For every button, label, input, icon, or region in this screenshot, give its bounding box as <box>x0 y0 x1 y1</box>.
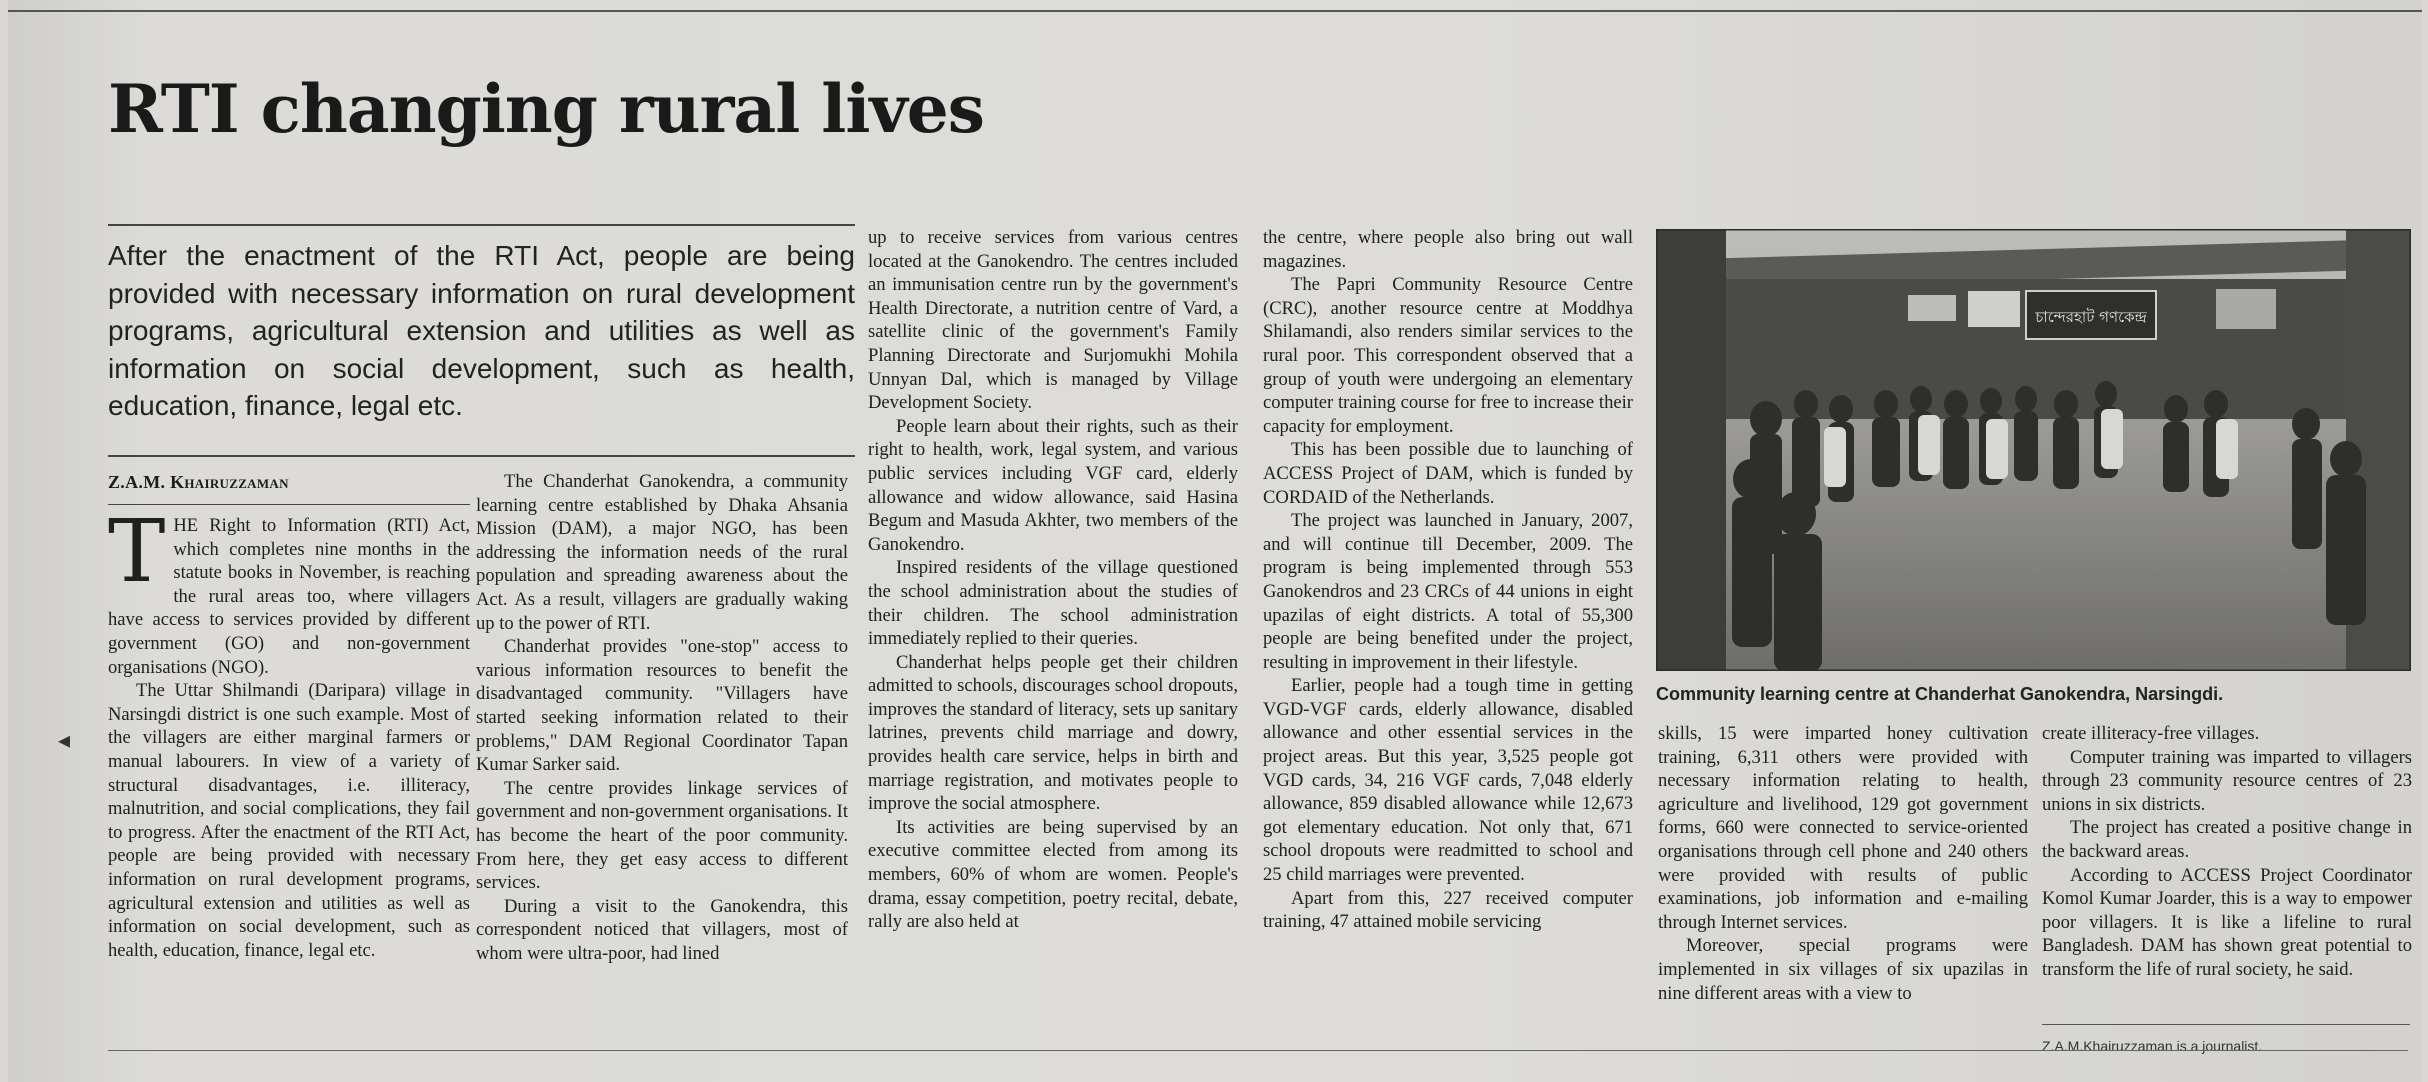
top-rule <box>8 10 2422 12</box>
col3-para-3: Inspired residents of the village questioned the school administration about the studies of their children. The school administration immediately replied to their queries. <box>868 557 1238 650</box>
col2-para-2: Chanderhat provides "one-stop" access to various information resources to benefit the disadvantaged community. "Villagers have started seeking information related to their problems," DAM Regional Coordinator Tapan Kumar Sarker said. <box>476 636 848 776</box>
col4-para-6: Apart from this, 227 received computer training, 47 attained mobile servicing <box>1263 887 1633 933</box>
intro-rule-bottom <box>108 455 855 457</box>
credit-rule <box>2042 1024 2410 1025</box>
col3-para-2: People learn about their rights, such as their right to health, work, legal system, and various public services including VGF card, elderly allowance and widow allowance, said Hasina Begum and Masuda Akhter, two members of the Ganokendro. <box>868 415 1238 555</box>
column-2 <box>476 470 848 965</box>
col4-para-1: the centre, where people also bring out wall magazines. <box>1263 227 1633 272</box>
col6-para-2: Computer training was imparted to villagers through 23 community resource centres of 23 unions in six districts. <box>2042 746 2412 815</box>
headline: RTI changing rural lives <box>108 70 984 148</box>
col6-para-1: create illiteracy-free villages. <box>2042 723 2260 744</box>
col1-para-1 <box>108 502 470 679</box>
margin-mark: ◂ <box>58 728 71 754</box>
col1-para-2: The Uttar Shilmandi (Daripara) village in Narsingdi district is one such example. Most of the villagers are either marginal farmers or manual labourers. In view of a variety of structural disadvantages, i.e. illiteracy, malnutrition, and social complications, they fail to progress. After the enactment of the RTI Act, people are being provided with necessary information on rural development programs, agricultural extension and utilities as well as information on social development, such as health, education, finance, legal etc. <box>108 680 470 961</box>
photo-caption: Community learning centre at Chanderhat Ganokendra, Narsingdi. <box>1656 684 2224 704</box>
column-1 <box>108 502 470 962</box>
column-5 <box>1658 722 2028 1005</box>
col2-para-1: The Chanderhat Ganokendra, a community learning centre established by Dhaka Ahsania Mission (DAM), a major NGO, has been addressing the information needs of the rural population and spreading awareness about the Act. As a result, villagers are gradually waking up to the power of RTI. <box>476 471 848 634</box>
column-3 <box>868 226 1238 934</box>
col2-para-3: The centre provides linkage services of government and non-government organisations. It has become the heart of the poor community. From here, they get easy access to different services. <box>476 777 848 894</box>
col4-para-4: The project was launched in January, 2007, and will continue till December, 2009. The program is being implemented through 553 Ganokendros and 23 CRCs of 44 unions in eight upazilas of eight districts. A total of 55,300 people are being benefited under the project, resulting in improvement in their lifestyle. <box>1263 510 1633 673</box>
col4-para-5: Earlier, people had a tough time in getting VGD-VGF cards, elderly allowance, disabled allowance and other essential services in the project areas. But this year, 3,525 people got VGD cards, 34, 216 VGF cards, 7,048 elderly allowance, 859 disabled allowance while 12,673 got elementary education. Not only that, 671 school dropouts were readmitted to school and 25 child marriages were prevented. <box>1263 675 1633 886</box>
col4-para-2: The Papri Community Resource Centre (CRC), another resource centre at Moddhya Shilamandi, also renders similar services to the rural poor. This correspondent observed that a group of youth were undergoing an elementary computer training course for free to increase their capacity for employment. <box>1263 274 1633 437</box>
col1-para-1-text: HE Right to Information (RTI) Act, which completes nine months in the statute books in November, is reaching the rural areas too, where villagers have access to services provided by different government (GO) and non-government organisations (NGO). <box>108 515 470 678</box>
photo-illustration <box>1656 229 2411 671</box>
col3-para-5: Its activities are being supervised by an executive committee elected from among its members, 60% of whom are women. People's drama, essay competition, poetry recital, debate, rally are also held at <box>868 816 1238 933</box>
byline: Z.A.M. Khairuzzaman <box>108 472 289 492</box>
col2-para-4: During a visit to the Ganokendra, this correspondent noticed that villagers, most of whom were ultra-poor, had lined <box>476 895 848 964</box>
col5-para-1: skills, 15 were imparted honey cultivation training, 6,311 others were provided with necessary information relating to health, agriculture and livelihood, 129 got government forms, 660 were connected to service-oriented organisations through cell phone and 240 others were provided with results of public examinations, job information and e-mailing through Internet services. <box>1658 723 2028 933</box>
column-4 <box>1263 226 1633 934</box>
intro-rule-top <box>108 224 855 226</box>
column-6 <box>2042 722 2412 982</box>
author-credit: Z.A.M.Khairuzzaman is a journalist. <box>2042 1038 2263 1054</box>
photo-sign: চান্দেরহাট গণকেন্দ্র <box>2035 308 2147 326</box>
article-photo <box>1656 229 2411 671</box>
drop-cap: T <box>108 502 166 602</box>
col6-para-3: The project has created a positive change in the backward areas. <box>2042 817 2412 862</box>
bottom-rule <box>108 1050 2408 1051</box>
col4-para-3: This has been possible due to launching of ACCESS Project of DAM, which is funded by CORDAID of the Netherlands. <box>1263 439 1633 508</box>
col3-para-1: up to receive services from various centres located at the Ganokendro. The centres included an immunisation centre run by the government's Health Directorate, a nutrition centre of Vard, a satellite clinic of the government's Family Planning Directorate and Surjomukhi Mohila Unnyan Dal, which is managed by Village Development Society. <box>868 227 1238 414</box>
newspaper-page <box>8 0 2422 1082</box>
col5-para-2: Moreover, special programs were implemented in six villages of six upazilas in nine different areas with a view to <box>1658 935 2028 1004</box>
col6-para-4: According to ACCESS Project Coordinator Komol Kumar Joarder, this is a way to empower poor villagers. It is like a lifeline to rural Bangladesh. DAM has shown great potential to transform the life of rural society, he said. <box>2042 864 2412 980</box>
intro-paragraph: After the enactment of the RTI Act, people are being provided with necessary information on rural development programs, agricultural extension and utilities as well as information on social development, such as health, education, finance, legal etc. <box>108 240 855 421</box>
col3-para-4: Chanderhat helps people get their children admitted to schools, discourages school dropouts, improves the standard of literacy, sets up sanitary latrines, prevents child marriage and dowry, provides health care service, helps in birth and marriage registration, and motivates people to improve the social atmosphere. <box>868 651 1238 815</box>
